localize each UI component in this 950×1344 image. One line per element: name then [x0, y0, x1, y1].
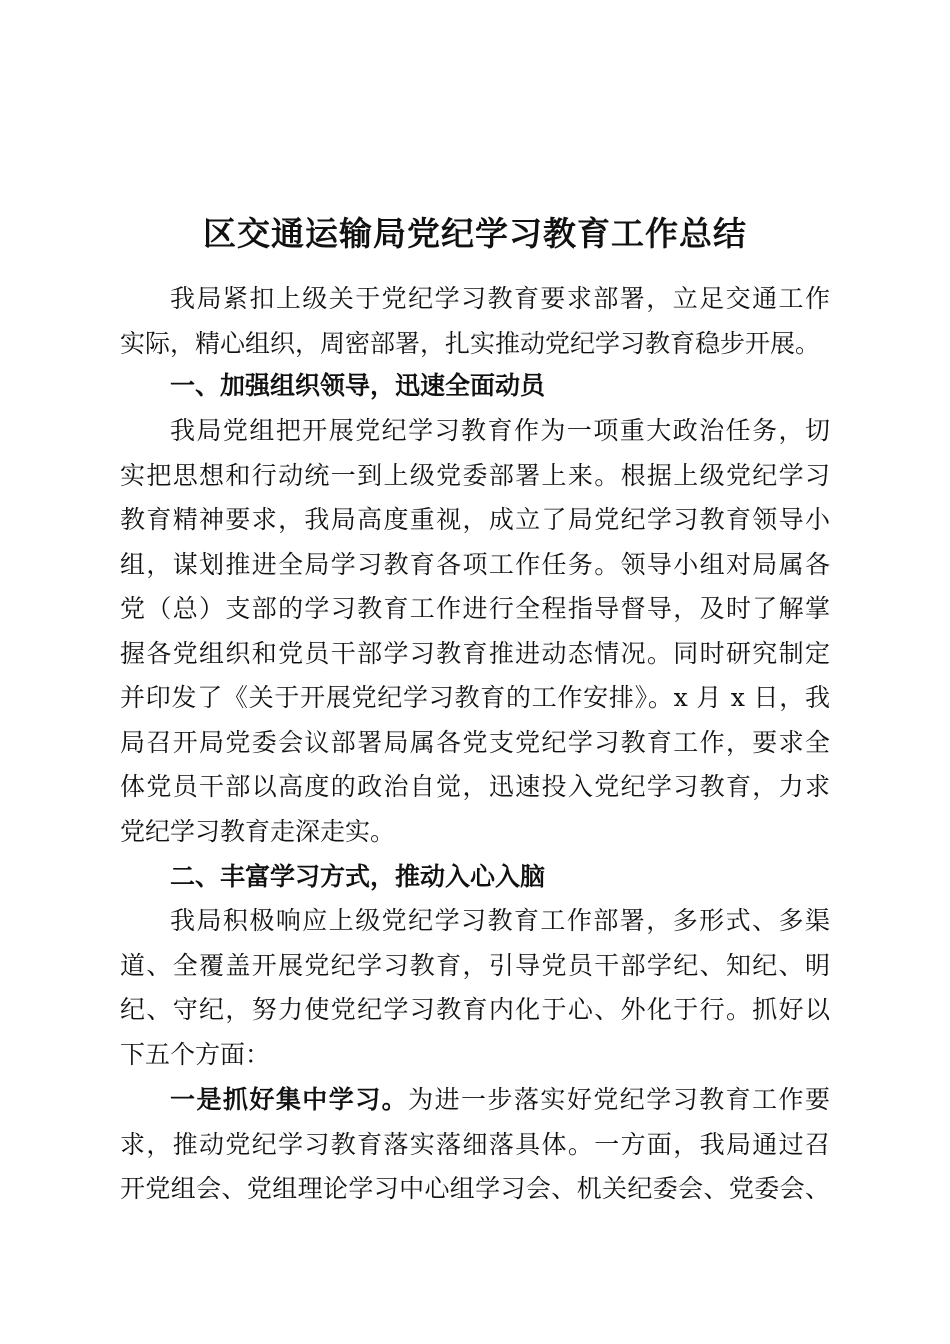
text-line: 开党组会、党组理论学习中心组学习会、机关纪委会、党委会、 [120, 1174, 830, 1203]
text-line: 实把思想和行动统一到上级党委部署上来。根据上级党纪学习 [120, 460, 830, 490]
intro-paragraph [120, 277, 830, 366]
section-heading-2 [120, 855, 830, 900]
text-line: 我局党组把开展党纪学习教育作为一项重大政治任务，切 [170, 416, 830, 445]
section-heading: 二、丰富学习方式，推动入心入脑 [170, 862, 546, 891]
text-line: 握各党组织和党员干部学习教育推进动态情况。同时研究制定 [120, 638, 830, 668]
document-title: 区交通运输局党纪学习教育工作总结 [203, 214, 747, 253]
subsection-lead: 一是抓好集中学习。 [170, 1085, 409, 1114]
text-line [120, 1078, 830, 1123]
text-line: 纪、守纪，努力使党纪学习教育内化于心、外化于行。抓好以 [120, 995, 830, 1024]
text-line: 组，谋划推进全局学习教育各项工作任务。领导小组对局属各 [120, 549, 830, 579]
text-line: 求，推动党纪学习教育落实落细落具体。一方面，我局通过召 [120, 1129, 830, 1159]
text-line: 局召开局党委会议部署局属各党支党纪学习教育工作，要求全 [120, 727, 830, 757]
section-1-paragraph [120, 409, 830, 854]
section-heading-1 [120, 364, 830, 409]
text-line: 我局紧扣上级关于党纪学习教育要求部署，立足交通工作 [170, 284, 830, 313]
text-line: 体党员干部以高度的政治自觉，迅速投入党纪学习教育，力求 [120, 772, 830, 801]
text-line: 我局积极响应上级党纪学习教育工作部署，多形式、多渠 [170, 906, 830, 935]
text-line: 实际，精心组织，周密部署，扎实推动党纪学习教育稳步开展。 [120, 328, 821, 358]
section-2-paragraph [120, 899, 830, 1077]
text-line: 党纪学习教育走深走实。 [120, 816, 396, 846]
text-line: 党（总）支部的学习教育工作进行全程指导督导，及时了解掌 [120, 594, 830, 623]
section-heading: 一、加强组织领导，迅速全面动员 [170, 371, 546, 400]
subsection-paragraph [120, 1078, 830, 1212]
text-line: 并印发了《关于开展党纪学习教育的工作安排》。x 月 x 日，我 [120, 683, 830, 712]
text-line: 教育精神要求，我局高度重视，成立了局党纪学习教育领导小 [120, 505, 830, 534]
text-line: 道、全覆盖开展党纪学习教育，引导党员干部学纪、知纪、明 [120, 950, 830, 980]
text-line: 下五个方面： [120, 1039, 271, 1069]
text-line-rest: 为进一步落实好党纪学习教育工作要 [408, 1085, 830, 1114]
